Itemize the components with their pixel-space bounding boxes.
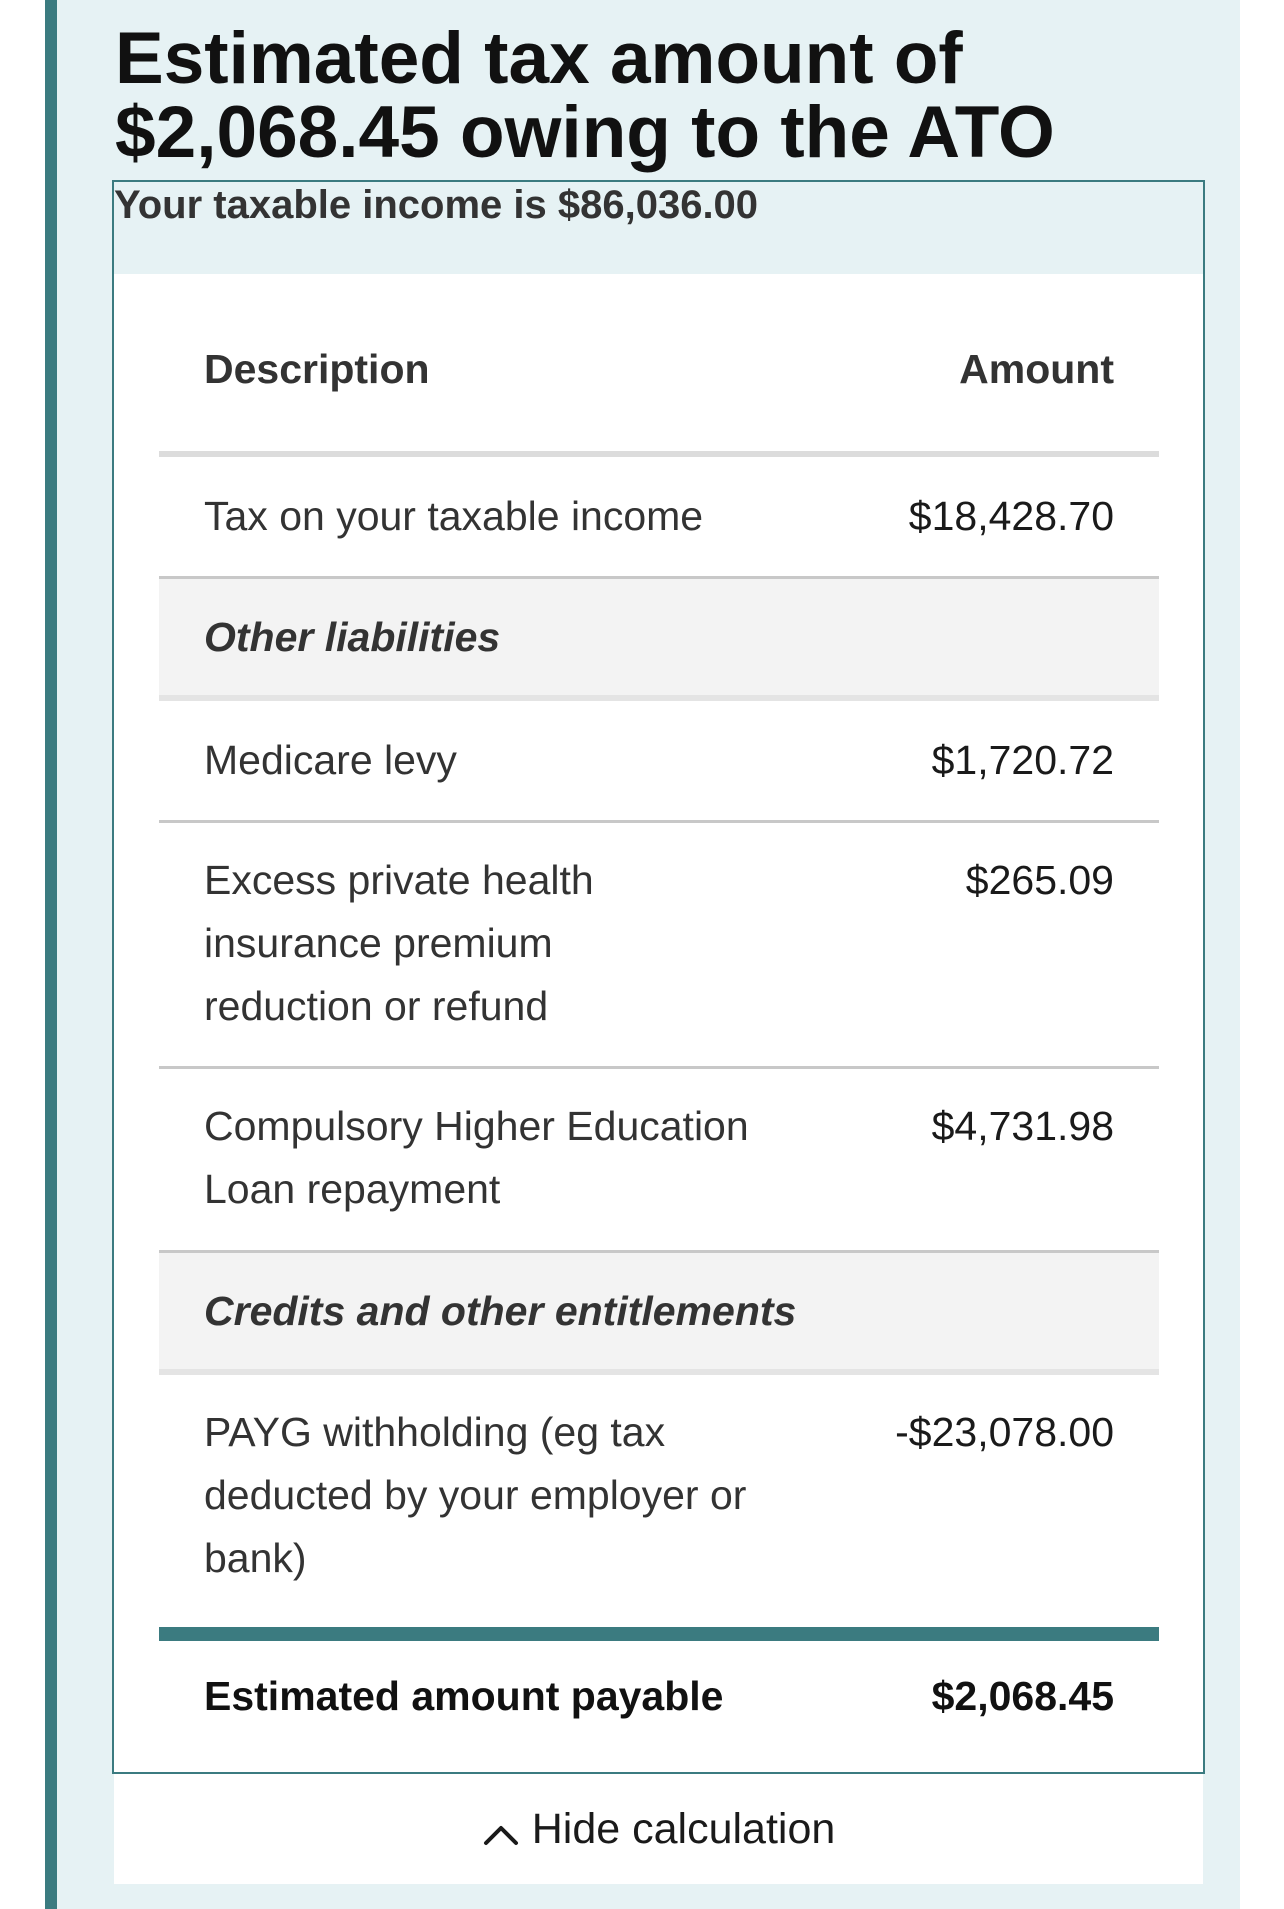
hide-calculation-button[interactable] xyxy=(114,1774,1203,1884)
column-header-description: Description xyxy=(204,345,430,392)
table-header-row xyxy=(159,287,1159,457)
taxable-income-text: Your taxable income is $86,036.00 xyxy=(114,183,759,227)
total-amount: $2,068.45 xyxy=(931,1672,1114,1719)
calculation-box xyxy=(112,180,1205,1774)
total-divider xyxy=(159,1627,1159,1641)
chevron-up-icon xyxy=(482,1815,520,1853)
table-row-payg-withholding xyxy=(159,1375,1159,1621)
section-header-credits xyxy=(159,1253,1159,1375)
row-description: Medicare levy xyxy=(204,737,457,783)
row-amount: $1,720.72 xyxy=(931,737,1114,783)
table-row-total xyxy=(159,1641,1159,1751)
row-amount: $18,428.70 xyxy=(908,493,1114,539)
table-row-tax-on-income xyxy=(159,457,1159,579)
row-description: PAYG withholding (eg tax deducted by your employer or bank) xyxy=(204,1409,747,1581)
result-panel xyxy=(45,0,1240,1909)
hide-calculation-label: Hide calculation xyxy=(531,1804,836,1853)
result-headline: Estimated tax amount of $2,068.45 owing to the ATO xyxy=(115,18,1055,173)
taxable-income-band xyxy=(114,182,1203,274)
table-row-private-health xyxy=(159,823,1159,1069)
total-description: Estimated amount payable xyxy=(204,1672,724,1719)
row-description: Compulsory Higher Education Loan repayment xyxy=(204,1103,749,1212)
row-description: Excess private health insurance premium reduction or refund xyxy=(204,857,594,1029)
table-row-help-repayment xyxy=(159,1069,1159,1253)
section-title: Credits and other entitlements xyxy=(204,1287,797,1334)
table-row-medicare-levy xyxy=(159,701,1159,823)
row-amount: $265.09 xyxy=(965,857,1114,903)
column-header-amount: Amount xyxy=(959,345,1114,392)
row-amount: $4,731.98 xyxy=(931,1103,1114,1149)
calculation-table xyxy=(159,287,1159,1751)
row-amount: -$23,078.00 xyxy=(895,1409,1114,1455)
row-description: Tax on your taxable income xyxy=(204,493,704,539)
section-title: Other liabilities xyxy=(204,613,501,660)
section-header-other-liabilities xyxy=(159,579,1159,701)
